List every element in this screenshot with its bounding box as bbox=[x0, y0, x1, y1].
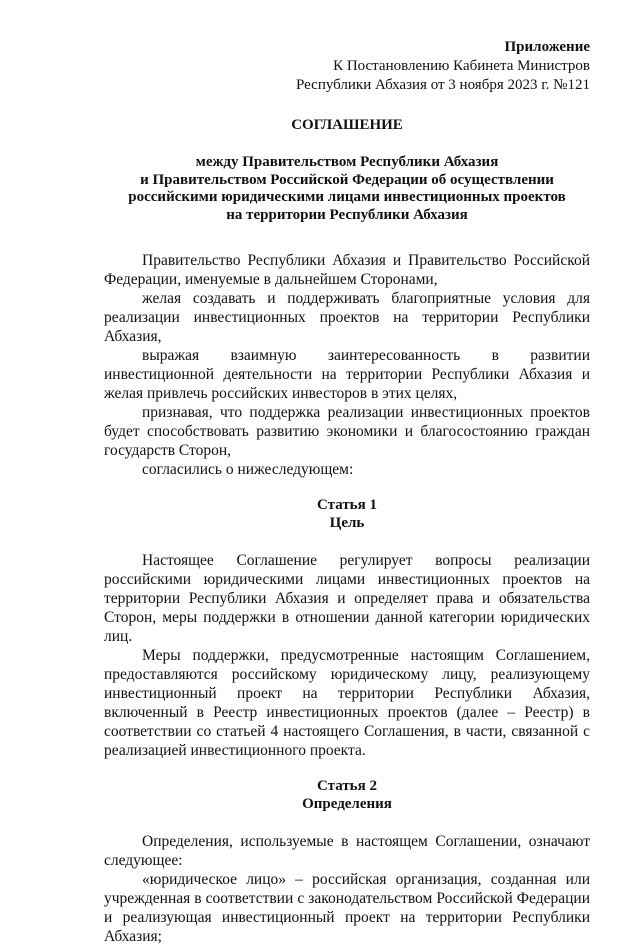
annex-header bbox=[104, 38, 590, 95]
article-title: Цель bbox=[329, 515, 365, 531]
annex-line-2: Республики Абхазия от 3 ноября 2023 г. №121 bbox=[296, 77, 590, 93]
preamble-paragraph: признавая, что поддержка реализации инвестиционных проектов будет способствовать развитию экономики и благосостоянию граждан государств Сторон, bbox=[104, 404, 590, 459]
document-subtitle bbox=[104, 154, 590, 224]
preamble-paragraph: Правительство Республики Абхазия и Правительство Российской Федерации, именуемые в дальнейшем Сторонами, bbox=[104, 252, 590, 288]
subtitle-line: российскими юридическими лицами инвестиционных проектов bbox=[128, 189, 566, 205]
preamble-paragraph: согласились о нижеследующем: bbox=[142, 461, 354, 478]
subtitle-line: между Правительством Республики Абхазия bbox=[195, 154, 499, 170]
article-2-body bbox=[104, 832, 590, 946]
preamble bbox=[104, 251, 590, 479]
annex-line-1: К Постановлению Кабинета Министров bbox=[333, 58, 590, 74]
preamble-paragraph: желая создавать и поддерживать благоприятные условия для реализации инвестиционных проектов на территории Республики Абхазия, bbox=[104, 290, 590, 345]
article-paragraph: Настоящее Соглашение регулирует вопросы реализации российскими юридическими лицами инвестиционных проектов на территории Республики Абхазия и определяет права и обязательства Сторон, меры поддержки в отношении данной категории юридических лиц. bbox=[104, 552, 590, 645]
subtitle-line: на территории Республики Абхазия bbox=[226, 206, 468, 223]
article-number: Статья 1 bbox=[317, 497, 377, 513]
article-paragraph: «юридическое лицо» – российская организация, созданная или учрежденная в соответствии с законодательством Российской Федерации и реализующая инвестиционный проект на территории Республики Абхазия; bbox=[104, 871, 590, 945]
subtitle-line: и Правительством Российской Федерации об осуществлении bbox=[140, 171, 554, 188]
article-2-heading bbox=[104, 777, 590, 813]
article-1-heading bbox=[104, 496, 590, 532]
article-title: Определения bbox=[302, 796, 392, 812]
article-number: Статья 2 bbox=[317, 778, 377, 794]
document-title: СОГЛАШЕНИЕ bbox=[291, 117, 403, 133]
annex-label: Приложение bbox=[504, 39, 590, 55]
preamble-paragraph: выражая взаимную заинтересованность в развитии инвестиционной деятельности на территории Республики Абхазия и желая привлечь российских инвесторов в этих целях, bbox=[104, 347, 590, 402]
article-1-body bbox=[104, 551, 590, 760]
article-paragraph: Меры поддержки, предусмотренные настоящим Соглашением, предоставляются российскому юридическому лицу, реализующему инвестиционный проект на территории Республики Абхазия, включенный в Реестр инвестиционных проектов (далее – Реестр) в соответствии со статьей 4 настоящего Соглашения, в части, связанной с реализацией инвестиционного проекта. bbox=[104, 647, 590, 759]
article-paragraph: Определения, используемые в настоящем Соглашении, означают следующее: bbox=[104, 833, 590, 869]
